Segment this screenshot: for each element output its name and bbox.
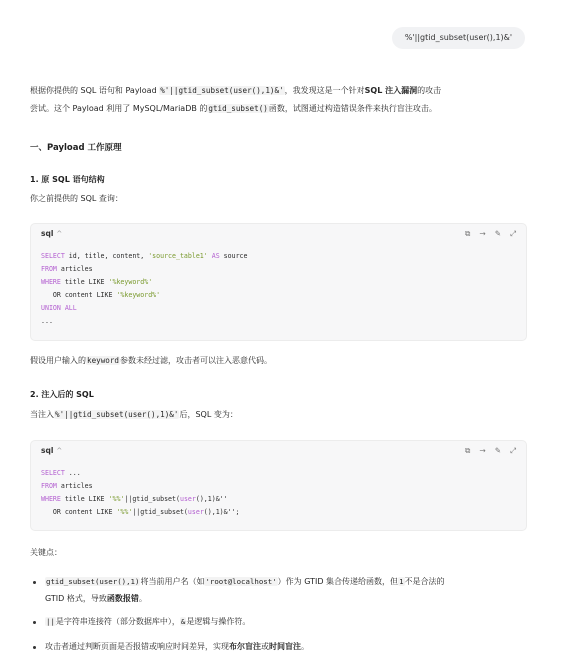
intro-bold: SQL 注入漏洞: [364, 86, 418, 95]
code-line: [41, 506, 516, 519]
inline-code: &: [180, 617, 186, 626]
chevron-up-icon: ^: [56, 447, 63, 455]
subsection-desc: [30, 407, 238, 423]
code-lang-label: sql: [41, 229, 54, 238]
code-token: FROM: [41, 265, 57, 273]
code-lang-label: sql: [41, 446, 54, 455]
body-text: 或: [261, 642, 269, 651]
bullet-dot: [33, 646, 36, 649]
code-token: WHERE: [41, 278, 61, 286]
code-token: OR content LIKE: [41, 291, 117, 299]
code-line: [41, 315, 516, 328]
inline-code: 1: [399, 577, 404, 586]
copy-icon[interactable]: ⧉: [465, 446, 471, 455]
intro-text: 函数，试图通过构造错误条件来执行盲注攻击。: [268, 104, 437, 113]
inline-code: keyword: [87, 356, 120, 365]
body-bold: 时间盲注: [269, 642, 301, 651]
expand-icon[interactable]: ⤢: [510, 229, 516, 238]
code-content: [31, 461, 526, 527]
code-block: [30, 223, 527, 341]
after-code-paragraph: [30, 353, 272, 369]
subsection-heading: 2. 注入后的 SQL: [30, 390, 94, 399]
chevron-up-icon: ^: [56, 230, 63, 238]
code-token: ||gtid_subset(: [124, 495, 180, 503]
code-lang-toggle[interactable]: [41, 229, 62, 238]
edit-icon[interactable]: ✎: [494, 446, 501, 455]
code-token: OR content LIKE: [41, 508, 117, 516]
section-heading: 一、Payload 工作原理: [30, 143, 122, 153]
body-text: 。: [138, 594, 147, 603]
body-bold: 函数报错: [106, 594, 139, 603]
intro-text: 根据你提供的 SQL 语句和 Payload: [30, 86, 160, 95]
inline-code: gtid_subset(): [208, 104, 268, 113]
bullet-dot: [33, 581, 36, 584]
code-token: 'source_table1': [148, 252, 208, 260]
body-text: 后，SQL 变为：: [179, 410, 238, 419]
subsection-heading: 1. 原 SQL 语句结构: [30, 175, 105, 184]
body-text: 攻击者通过判断页面是否报错或响应时间差异，实现: [45, 642, 229, 651]
code-token: ||gtid_subset(: [132, 508, 188, 516]
body-text: 将当前用户名（如: [140, 577, 205, 586]
intro-text: 的攻击: [417, 86, 442, 95]
inline-code: ||: [46, 617, 55, 626]
code-line: [41, 263, 516, 276]
body-text: ）作为 GTID 集合传递给函数，但: [277, 577, 399, 586]
code-token: ...: [64, 469, 81, 477]
scroll-top-fade: [0, 0, 575, 14]
keypoints-title: 关键点：: [30, 548, 62, 557]
copy-icon[interactable]: ⧉: [465, 229, 471, 238]
body-text: 不是合法的: [404, 577, 445, 586]
intro-text: 尝试。这个 Payload 利用了 MySQL/MariaDB 的: [30, 104, 208, 113]
inline-code: gtid_subset(user(),1): [46, 577, 140, 586]
code-token: id, title, content,: [64, 252, 149, 260]
code-token: (),1)&'': [195, 495, 228, 503]
code-token: FROM: [41, 482, 57, 490]
body-text: 是字符串连接符（部分数据库中），: [55, 617, 180, 626]
code-token: user: [187, 508, 204, 516]
expand-icon[interactable]: ⤢: [510, 446, 516, 455]
code-line: [41, 289, 516, 302]
code-block-header: [31, 224, 526, 244]
code-token: source: [219, 252, 248, 260]
body-text: 是逻辑与操作符。: [186, 617, 251, 626]
code-line: [41, 467, 516, 480]
body-text: 参数未经过滤，攻击者可以注入恶意代码。: [120, 356, 273, 365]
code-token: articles: [56, 265, 93, 273]
code-line: [41, 250, 516, 263]
inline-code: %'||gtid_subset(user(),1)&': [55, 410, 179, 419]
body-text: 假设用户输入的: [30, 356, 86, 365]
code-block-header: [31, 441, 526, 461]
code-content: [31, 244, 526, 336]
code-token: UNION ALL: [41, 304, 77, 312]
bullet-dot: [33, 621, 36, 624]
code-token: SELECT: [41, 252, 65, 260]
run-icon[interactable]: →: [479, 229, 486, 238]
intro-line-2: [30, 101, 437, 117]
code-token: '%%': [116, 508, 133, 516]
subsection-desc: 你之前提供的 SQL 查询：: [30, 194, 123, 203]
code-line: [41, 493, 516, 506]
body-text: GTID 格式，导致: [45, 594, 107, 603]
edit-icon[interactable]: ✎: [494, 229, 501, 238]
code-token: '%keyword%': [116, 291, 161, 299]
code-token: title LIKE: [60, 278, 109, 286]
inline-code: 'root@localhost': [205, 577, 277, 586]
code-token: SELECT: [41, 469, 65, 477]
code-token: WHERE: [41, 495, 61, 503]
body-text: 当注入: [30, 410, 54, 419]
code-token: title LIKE: [60, 495, 109, 503]
user-message-text: %'||gtid_subset(user(),1)&': [404, 33, 513, 42]
code-token: articles: [56, 482, 93, 490]
code-token: (),1)&'';: [203, 508, 240, 516]
body-bold: 布尔盲注: [229, 642, 261, 651]
body-text: 。: [301, 642, 309, 651]
intro-text: ，我发现这是一个针对: [284, 86, 365, 95]
code-token: AS: [211, 252, 220, 260]
user-message-bubble: [392, 27, 525, 49]
code-token: '%keyword%': [108, 278, 153, 286]
code-line: [41, 302, 516, 315]
code-line: [41, 276, 516, 289]
code-token: user: [179, 495, 196, 503]
code-token: '%%': [108, 495, 125, 503]
code-line: [41, 480, 516, 493]
intro-line-1: [30, 83, 441, 99]
inline-code: %'||gtid_subset(user(),1)&': [160, 86, 284, 95]
code-block: [30, 440, 527, 531]
code-lang-toggle[interactable]: [41, 446, 62, 455]
code-token: ...: [41, 317, 53, 325]
run-icon[interactable]: →: [479, 446, 486, 455]
